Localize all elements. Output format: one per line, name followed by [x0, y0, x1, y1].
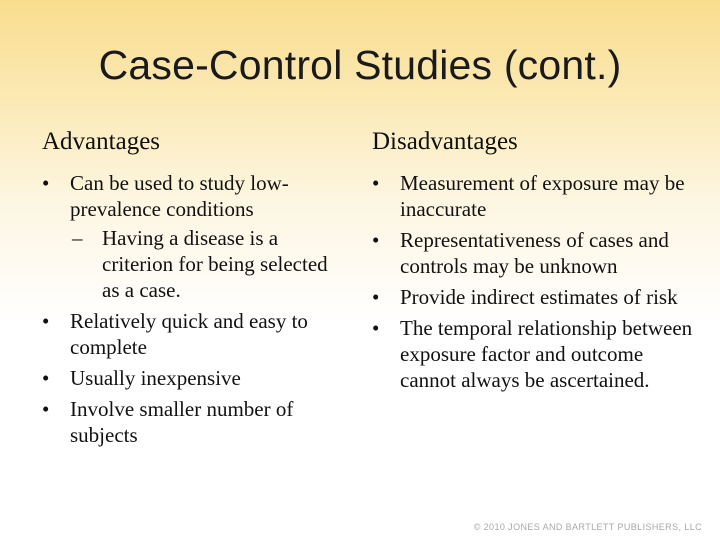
- advantage-sublist: [72, 225, 347, 303]
- advantage-subitem: [72, 225, 347, 303]
- advantage-text: Can be used to study low-prevalence conditions: [70, 171, 289, 221]
- bullet-icon: •: [42, 397, 50, 421]
- advantage-text: Relatively quick and easy to complete: [70, 309, 308, 359]
- disadvantage-text: Measurement of exposure may be inaccurate: [400, 171, 685, 221]
- slide-title: Case-Control Studies (cont.): [98, 42, 622, 88]
- bullet-icon: •: [372, 285, 380, 309]
- advantage-subtext: Having a disease is a criterion for being selected as a case.: [102, 226, 328, 302]
- advantage-text: Usually inexpensive: [70, 366, 241, 390]
- disadvantage-item: [372, 227, 702, 279]
- bullet-icon: •: [372, 171, 380, 195]
- advantage-text: Involve smaller number of subjects: [70, 397, 294, 447]
- disadvantage-text: The temporal relationship between exposure factor and outcome cannot always be ascertained.: [400, 316, 693, 392]
- bullet-icon: •: [42, 171, 50, 195]
- advantage-item: [42, 170, 347, 303]
- disadvantage-item: [372, 170, 702, 222]
- disadvantages-column: [372, 128, 702, 398]
- advantages-list: [42, 170, 347, 448]
- bullet-icon: •: [42, 366, 50, 390]
- bullet-icon: •: [372, 316, 380, 340]
- advantages-column: [42, 128, 347, 453]
- bullet-icon: •: [372, 228, 380, 252]
- disadvantage-text: Provide indirect estimates of risk: [400, 285, 678, 309]
- advantage-item: [42, 308, 347, 360]
- copyright-footer: © 2010 JONES AND BARTLETT PUBLISHERS, LLC: [473, 522, 702, 532]
- advantage-item: [42, 396, 347, 448]
- disadvantages-list: [372, 170, 702, 393]
- disadvantage-text: Representativeness of cases and controls may be unknown: [400, 228, 669, 278]
- advantages-heading: Advantages: [42, 128, 161, 155]
- advantage-item: [42, 365, 347, 391]
- disadvantage-item: [372, 284, 702, 310]
- dash-icon: –: [72, 226, 83, 250]
- bullet-icon: •: [42, 309, 50, 333]
- disadvantage-item: [372, 315, 702, 393]
- disadvantages-heading: Disadvantages: [372, 128, 518, 155]
